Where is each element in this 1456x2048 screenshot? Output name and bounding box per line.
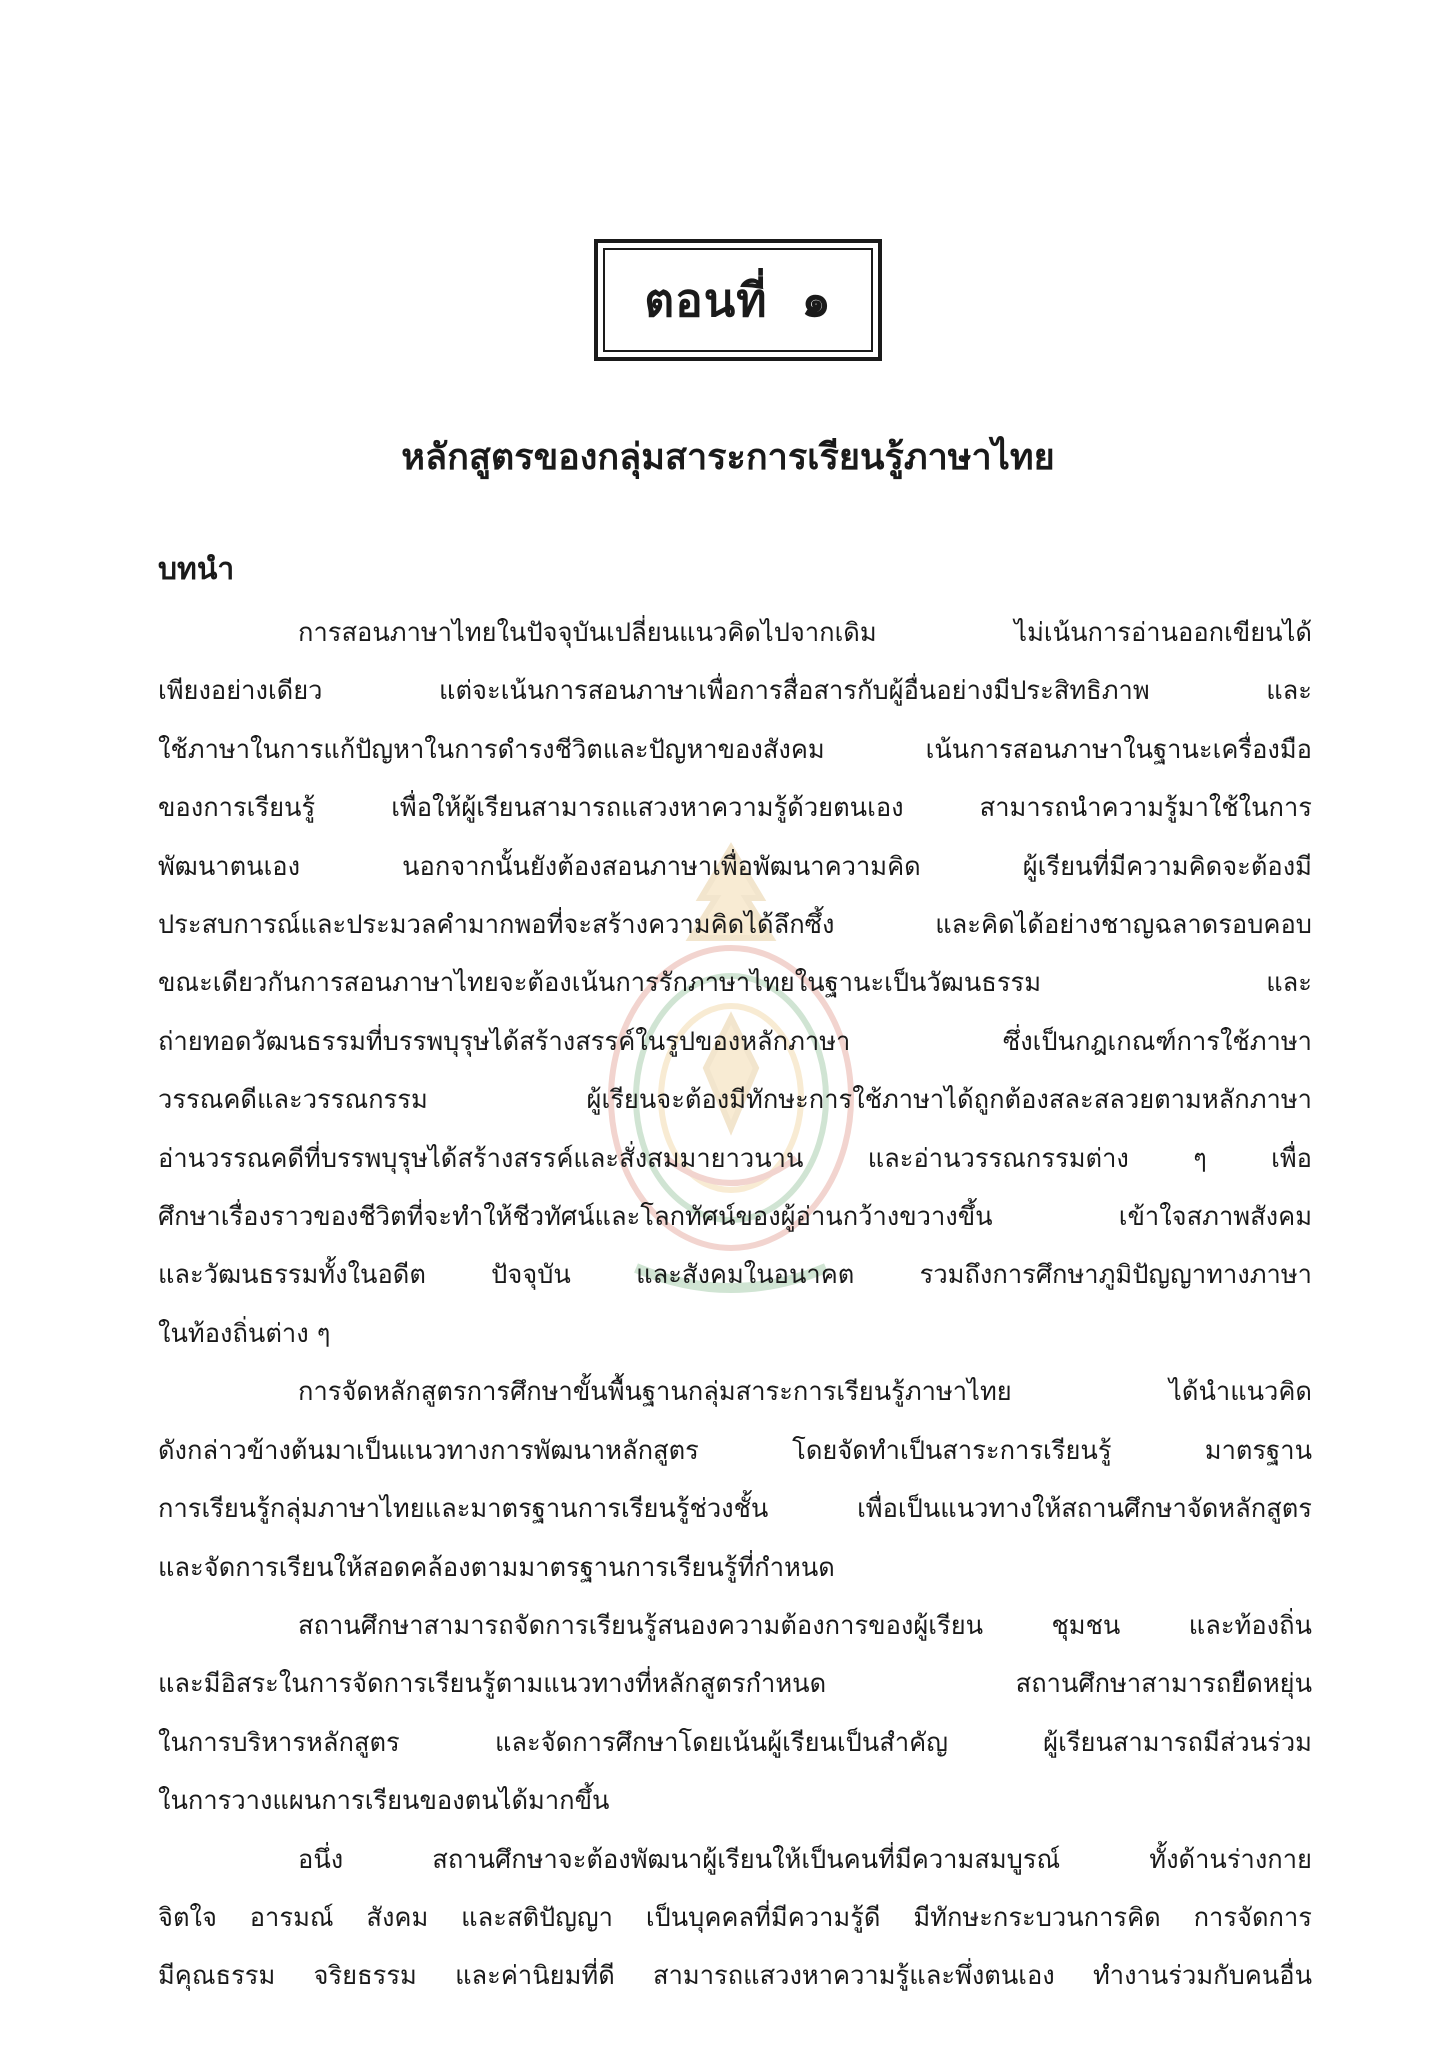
paragraph	[158, 1363, 1312, 1597]
main-heading: หลักสูตรของกลุ่มสาระการเรียนรู้ภาษาไทย	[401, 437, 1055, 478]
text-line: เพียงอย่างเดียว แต่จะเน้นการสอนภาษาเพื่อการสื่อสารกับผู้อื่นอย่างมีประสิทธิภาพ และ	[158, 676, 1312, 707]
text-line: สถานศึกษาสามารถจัดการเรียนรู้สนองความต้องการของผู้เรียน ชุมชน และท้องถิ่น	[298, 1610, 1312, 1641]
text-line: ศึกษาเรื่องราวของชีวิตที่จะทำให้ชีวทัศน์และโลกทัศน์ของผู้อ่านกว้างขวางขึ้น เข้าใจสภาพสังคม	[158, 1202, 1312, 1233]
part-label: ตอนที่	[644, 272, 768, 327]
text-line: การสอนภาษาไทยในปัจจุบันเปลี่ยนแนวคิดไปจากเดิม ไม่เน้นการอ่านออกเขียนได้	[298, 618, 1312, 648]
paragraph	[158, 1831, 1312, 2006]
paragraph	[158, 604, 1312, 1363]
text-line: ดังกล่าวข้างต้นมาเป็นแนวทางการพัฒนาหลักสูตร โดยจัดทำเป็นสาระการเรียนรู้ มาตรฐาน	[158, 1435, 1312, 1466]
text-line: ขณะเดียวกันการสอนภาษาไทยจะต้องเน้นการรักภาษาไทยในฐานะเป็นวัฒนธรรม และ	[158, 968, 1312, 999]
text-line: วรรณคดีและวรรณกรรม ผู้เรียนจะต้องมีทักษะการใช้ภาษาได้ถูกต้องสละสลวยตามหลักภาษา	[158, 1085, 1312, 1116]
text-line: และมีอิสระในการจัดการเรียนรู้ตามแนวทางที่หลักสูตรกำหนด สถานศึกษาสามารถยืดหยุ่น	[158, 1669, 1312, 1700]
text-line: การจัดหลักสูตรการศึกษาขั้นพื้นฐานกลุ่มสาระการเรียนรู้ภาษาไทย ได้นำแนวคิด	[298, 1377, 1312, 1408]
part-title-box	[594, 239, 882, 361]
text-line: ในท้องถิ่นต่าง ๆ	[158, 1318, 331, 1349]
text-line: และจัดการเรียนให้สอดคล้องตามมาตรฐานการเรียนรู้ที่กำหนด	[158, 1552, 835, 1583]
text-line: การเรียนรู้กลุ่มภาษาไทยและมาตรฐานการเรียนรู้ช่วงชั้น เพื่อเป็นแนวทางให้สถานศึกษาจัดหลักสูตร	[158, 1494, 1312, 1525]
text-line: ถ่ายทอดวัฒนธรรมที่บรรพบุรุษได้สร้างสรรค์ในรูปของหลักภาษา ซึ่งเป็นกฎเกณฑ์การใช้ภาษา	[158, 1026, 1312, 1057]
part-number: ๑	[801, 272, 832, 327]
text-line: จิตใจ อารมณ์ สังคม และสติปัญญา เป็นบุคคลที่มีความรู้ดี มีทักษะกระบวนการคิด การจัดการ	[158, 1902, 1312, 1933]
text-line: ประสบการณ์และประมวลคำมากพอที่จะสร้างความคิดได้ลึกซึ้ง และคิดได้อย่างชาญฉลาดรอบคอบ	[158, 910, 1312, 941]
text-line: อ่านวรรณคดีที่บรรพบุรุษได้สร้างสรรค์และสั่งสมมายาวนาน และอ่านวรรณกรรมต่าง ๆ เพื่อ	[158, 1143, 1312, 1174]
text-line: พัฒนาตนเอง นอกจากนั้นยังต้องสอนภาษาเพื่อพัฒนาความคิด ผู้เรียนที่มีความคิดจะต้องมี	[158, 851, 1312, 882]
text-line: มีคุณธรรม จริยธรรม และค่านิยมที่ดี สามารถแสวงหาความรู้และพึ่งตนเอง ทำงานร่วมกับคนอื่น	[158, 1961, 1312, 1992]
text-line: และวัฒนธรรมทั้งในอดีต ปัจจุบัน และสังคมในอนาคต รวมถึงการศึกษาภูมิปัญญาทางภาษา	[158, 1260, 1312, 1291]
text-line: ของการเรียนรู้ เพื่อให้ผู้เรียนสามารถแสวงหาความรู้ด้วยตนเอง สามารถนำความรู้มาใช้ในการ	[158, 793, 1312, 824]
paragraph	[158, 1597, 1312, 1831]
section-heading: บทนำ	[158, 552, 235, 587]
part-title-inner	[603, 248, 873, 352]
text-line: อนึ่ง สถานศึกษาจะต้องพัฒนาผู้เรียนให้เป็นคนที่มีความสมบูรณ์ ทั้งด้านร่างกาย	[298, 1844, 1312, 1875]
text-line: ใช้ภาษาในการแก้ปัญหาในการดำรงชีวิตและปัญหาของสังคม เน้นการสอนภาษาในฐานะเครื่องมือ	[158, 734, 1312, 765]
body-text	[158, 604, 1312, 2006]
text-line: ในการบริหารหลักสูตร และจัดการศึกษาโดยเน้นผู้เรียนเป็นสำคัญ ผู้เรียนสามารถมีส่วนร่วม	[158, 1727, 1312, 1758]
text-line: ในการวางแผนการเรียนของตนได้มากขึ้น	[158, 1786, 610, 1817]
